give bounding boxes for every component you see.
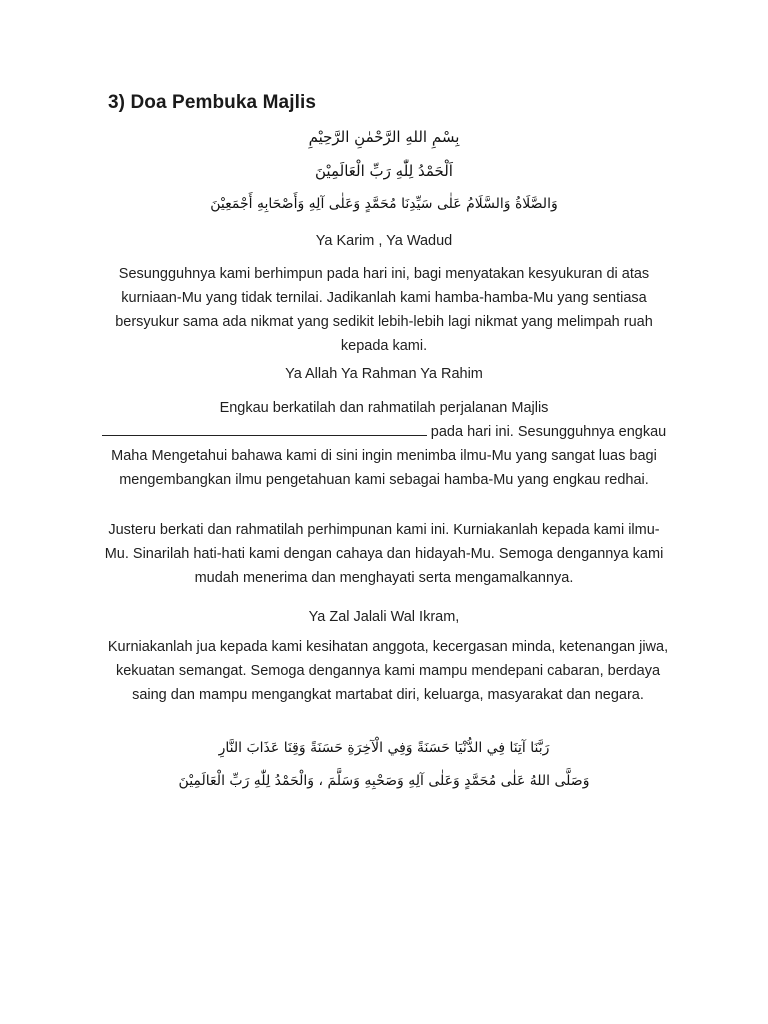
section-title: 3) Doa Pembuka Majlis xyxy=(108,92,317,113)
invocation-ya-allah: Ya Allah Ya Rahman Ya Rahim xyxy=(285,366,483,382)
arabic-basmalah: بِسْمِ اللهِ الرَّحْمٰنِ الرَّحِيْمِ xyxy=(308,128,460,146)
arabic-salawat: وَالصَّلَاةُ وَالسَّلَامُ عَلٰى سَيِّدِنَا مُحَمَّدٍ وَعَلٰى آلِهِ وَأَصْحَابِهِ أَجْمَعِيْنَ xyxy=(210,196,558,212)
paragraph-majlis-text-end: pada hari ini. Sesungguhnya engkau Maha Mengetahui bahawa kami di sini ingin menimba ilmu-Mu yang sangat luas bagi mengembangkan ilmu pengetahuan kami sebagai hamba-Mu yang engkau redhai. xyxy=(111,424,667,488)
paragraph-majlis-blessing xyxy=(100,396,668,492)
arabic-rabbana-atina: رَبَّنَا آتِنَا فِي الدُّنْيَا حَسَنَةً وَفِي الْآخِرَةِ حَسَنَةً وَقِنَا عَذَابَ النَّارِ xyxy=(218,740,550,756)
arabic-hamdalah: اَلْحَمْدُ لِلّٰهِ رَبِّ الْعَالَمِيْنَ xyxy=(315,162,453,180)
paragraph-health-strength: Kurniakanlah jua kepada kami kesihatan anggota, kecergasan minda, ketenangan jiwa, kekuatan semangat. Semoga dengannya kami mampu mendepani cabaran, berdaya saing dan mampu mengangkat martabat diri, keluarga, masyarakat dan negara. xyxy=(107,639,669,703)
majlis-name-blank-line xyxy=(102,421,427,436)
invocation-ya-zal-jalali: Ya Zal Jalali Wal Ikram, xyxy=(308,609,460,625)
arabic-closing-salawat: وَصَلَّى اللهُ عَلٰى مُحَمَّدٍ وَعَلٰى آلِهِ وَصَحْبِهِ وَسَلَّمَ ، وَالْحَمْدُ لِلّٰهِ رَبِّ الْعَالَمِيْنَ xyxy=(178,773,590,789)
paragraph-majlis-text-start: Engkau berkatilah dan rahmatilah perjalanan Majlis xyxy=(219,400,549,416)
paragraph-knowledge: Justeru berkati dan rahmatilah perhimpunan kami ini. Kurniakanlah kepada kami ilmu-Mu. Sinarilah hati-hati kami dengan cahaya dan hidayah-Mu. Semoga dengannya kami mudah menerima dan menghayati serta mengamalkannya. xyxy=(104,522,664,586)
invocation-ya-karim: Ya Karim , Ya Wadud xyxy=(315,233,453,249)
paragraph-gratitude: Sesungguhnya kami berhimpun pada hari ini, bagi menyatakan kesyukuran di atas kurniaan-Mu yang tidak ternilai. Jadikanlah kami hamba-hamba-Mu yang sentiasa bersyukur sama ada nikmat yang sedikit lebih-lebih lagi nikmat yang melimpah ruah kepada kami. xyxy=(115,266,653,354)
